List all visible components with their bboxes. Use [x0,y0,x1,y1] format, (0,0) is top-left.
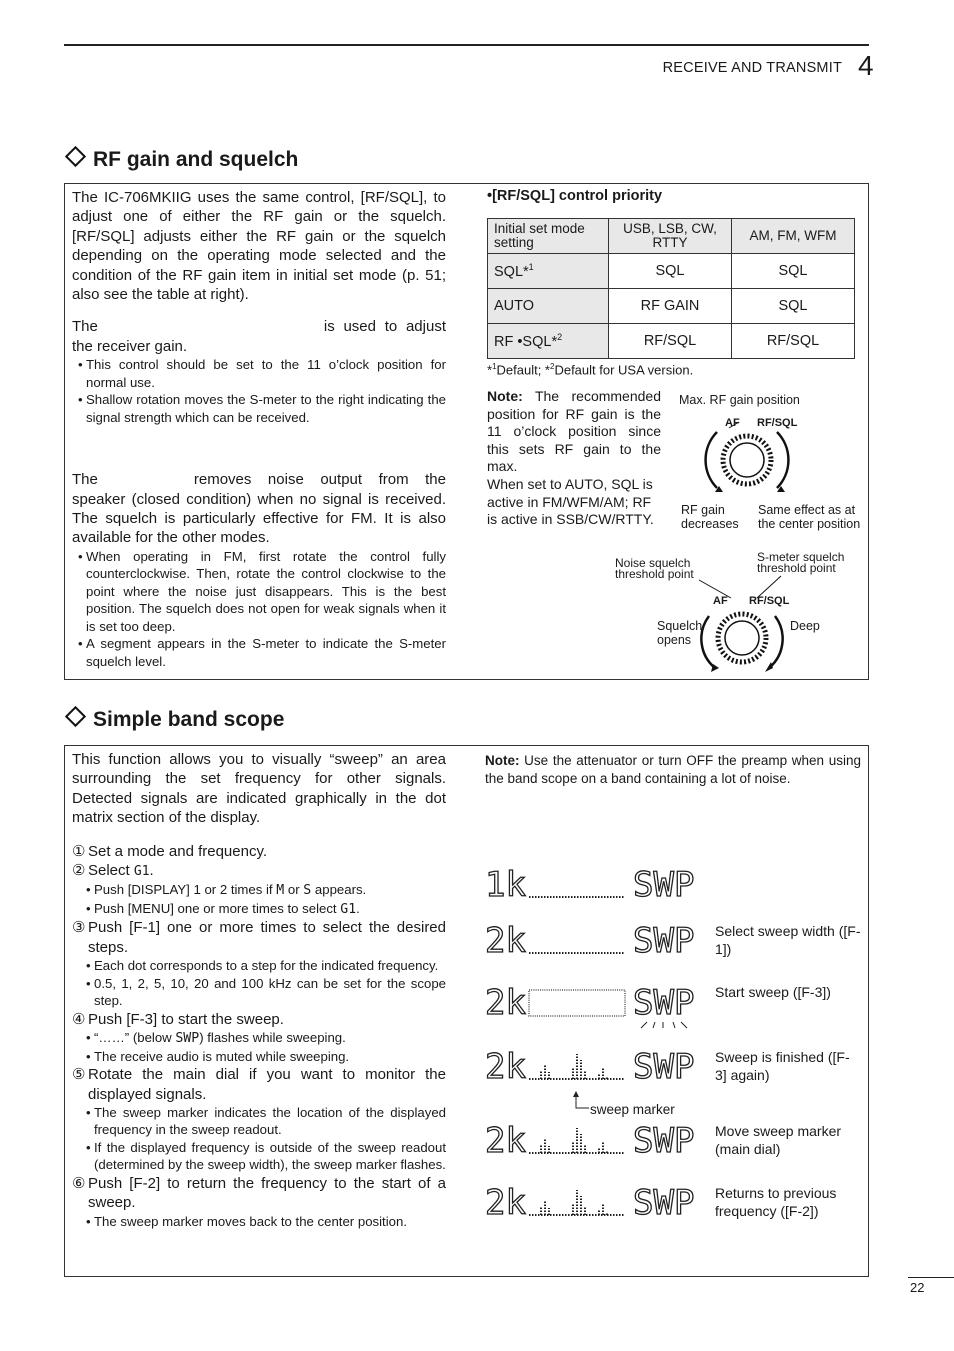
scope-box [64,745,869,1277]
knob2-tr-label: S-meter squelch threshold point [757,550,845,575]
lcd-examples [485,864,861,1224]
lcd-caption-4: Sweep is finished ([F-3] again) [715,1049,850,1083]
knob2-left-label: Squelch opens [657,619,703,647]
scope-step-2: ② Select G1. [72,862,154,880]
scope-step-4-bullet-2: • The receive audio is muted while sweeping. [72,1048,446,1066]
knob1-left-label: RF gain decreases [681,503,739,531]
sweep-marker-label: sweep marker [590,1102,675,1117]
lcd-width: 2k [485,1047,526,1086]
section-title-scope: Simple band scope [64,708,284,732]
scope-step-2-bullet-1: • Push [DISPLAY] 1 or 2 times if M or S appears. [72,881,446,900]
rf-gain-para: The is used to adjust the receiver gain. [72,318,446,355]
lcd-width: 2k [485,983,526,1023]
sweep-marker-arrow-icon [571,1090,591,1112]
rf-right-column [487,188,861,647]
rf-gain-bullet-1: • This control should be set to the 11 o’clock position for normal use. [72,356,446,391]
lcd-sweep-block [529,990,625,1016]
running-head: RECEIVE AND TRANSMIT [662,60,842,76]
lcd-display [485,1120,705,1160]
page-number-rule [908,1277,954,1278]
lcd-row-3 [485,982,705,1022]
table-cell: RF/SQL [609,324,732,359]
priority-table [487,218,855,359]
table-row [488,254,855,289]
table-row-label: AUTO [488,289,609,324]
lcd-swp: SWP [633,1047,695,1086]
table-cell: SQL [732,254,855,289]
lcd-signal-bars [529,1128,625,1153]
knob2-rfsql-label: RF/SQL [749,595,790,607]
scope-left-column [72,750,446,1230]
knob1-rfsql-label: RF/SQL [757,417,798,429]
rf-left-column [72,188,446,670]
table-cell: RF GAIN [609,289,732,324]
scope-step-4: ④ Push [F-3] to start the sweep. [72,1010,284,1028]
table-header-cell: Initial set mode setting [488,219,609,254]
scope-step-5-bullet-2: • If the displayed frequency is outside of the sweep readout (determined by the sweep width), the sweep marker flashes. [72,1139,446,1174]
priority-table-title: •[RF/SQL] control priority [487,188,663,204]
table-row [488,289,855,324]
lcd-row-5 [485,1120,705,1160]
scope-step-3-bullet-1: • Each dot corresponds to a step for the indicated frequency. [72,957,446,975]
lcd-caption-5: Move sweep marker (main dial) [715,1123,842,1157]
lcd-row-1 [485,864,705,904]
lcd-display [485,864,705,904]
lcd-swp: SWP [633,1183,695,1222]
table-footnote: *$^1$Default; *$^2$Default for USA version. [487,362,694,378]
rf-note: Note: The recommended position for RF gain is the 11 o’clock position since this sets RF gain to the max. When set to AUTO, SQL is active in FM/WFM/AM; RF is active in SSB/CW/RTTY. [487,388,661,528]
knob1-top-label: Max. RF gain position [679,393,800,407]
lcd-signal-bars [529,1054,625,1079]
lcd-swp: SWP [633,865,695,904]
scope-note: Note: Use the attenuator or turn OFF the preamp when using the band scope on a band containing a lot of noise. [485,753,861,786]
lcd-width: 2k [485,1183,526,1222]
lcd-row-6 [485,1182,705,1222]
sql-para: The removes noise output from the speaker (closed condition) when no signal is received. The squelch is particularly effective for FM. It is also available for the other modes. [72,471,446,547]
knob2-af-label: AF [713,595,728,607]
table-row [488,219,855,254]
scope-step-6-bullet-1: • The sweep marker moves back to the center position. [72,1213,446,1231]
rf-gain-bullet-2: • Shallow rotation moves the S-meter to the right indicating the signal strength which can be received. [72,391,446,426]
scope-step-2-bullet-2: • Push [MENU] one or more times to select G1. [72,900,446,919]
table-row [488,324,855,359]
lcd-display [485,982,705,1038]
lcd-signal-bars [529,1190,625,1215]
lcd-swp: SWP [633,1121,695,1160]
page-number: 22 [910,1280,925,1295]
lcd-width: 2k [485,921,526,960]
lcd-caption-3: Start sweep ([F-3]) [715,984,831,1000]
lcd-row-2 [485,920,705,960]
table-row-label: SQL*$^1$ [488,254,609,289]
top-rule [64,44,869,46]
section-title-rf: RF gain and squelch [64,148,298,172]
lcd-row-4 [485,1046,705,1086]
scope-step-5: ⑤ Rotate the main dial if you want to monitor the displayed signals. [72,1066,446,1103]
lcd-display [485,1182,705,1222]
scope-step-5-bullet-1: • The sweep marker indicates the location of the displayed frequency in the sweep readout. [72,1104,446,1139]
table-cell: SQL [609,254,732,289]
scope-step-4-bullet-1: • “……” (below SWP) flashes while sweeping. [72,1029,446,1048]
sql-bullet-1: • When operating in FM, first rotate the control fully counterclockwise. Then, rotate the control clockwise to the point where the noise just disappears. This is the best position. The squelch does not open for weak signals when it is set too deep. [72,548,446,636]
knob1-af-label: AF [725,417,740,429]
diamond-icon [65,706,86,727]
lcd-swp: SWP [633,983,695,1023]
sql-bullet-2: • A segment appears in the S-meter to indicate the S-meter squelch level. [72,635,446,670]
lcd-caption-2: Select sweep width ([F-1]) [715,923,861,957]
knob1-right-label: Same effect as at the center position [758,503,861,531]
knob2-right-label: Deep [790,619,820,633]
scope-step-1: ① Set a mode and frequency. [72,842,268,860]
chapter-number: 4 [858,50,874,81]
diamond-icon [65,146,86,167]
scope-step-3-bullet-2: • 0.5, 1, 2, 5, 10, 20 and 100 kHz can be set for the scope step. [72,975,446,1010]
table-cell: RF/SQL [732,324,855,359]
lcd-width: 2k [485,1121,526,1160]
lcd-caption-6: Returns to previous frequency ([F-2]) [715,1185,837,1219]
scope-step-6: ⑥ Push [F-2] to return the frequency to the start of a sweep. [72,1174,446,1212]
lcd-width: 1k [485,865,526,904]
rf-intro: The IC-706MKIIG uses the same control, [RF/SQL], to adjust one of either the RF gain or the squelch. [RF/SQL] adjusts either the RF gain or the squelch depending on the operating mode selected and the condition of the RF gain item in initial set mode (p. 51; also see the table at right). [72,189,446,304]
knob2-tl-label: Noise squelch threshold point [615,556,694,581]
rf-box [64,183,869,680]
table-row-label: RF •SQL*$^2$ [488,324,609,359]
table-header-cell: USB, LSB, CW, RTTY [609,219,732,254]
scope-right-column [485,752,861,1222]
lcd-swp: SWP [633,921,695,960]
table-cell: SQL [732,289,855,324]
lcd-display [485,920,705,960]
scope-intro: This function allows you to visually “sweep” an area surrounding the set frequency for other signals. Detected signals are indicated graphically in the dot matrix section of the display. [72,751,446,827]
scope-step-3: ③ Push [F-1] one or more times to select the desired steps. [72,919,446,956]
lcd-display [485,1046,705,1086]
table-header-cell: AM, FM, WFM [732,219,855,254]
